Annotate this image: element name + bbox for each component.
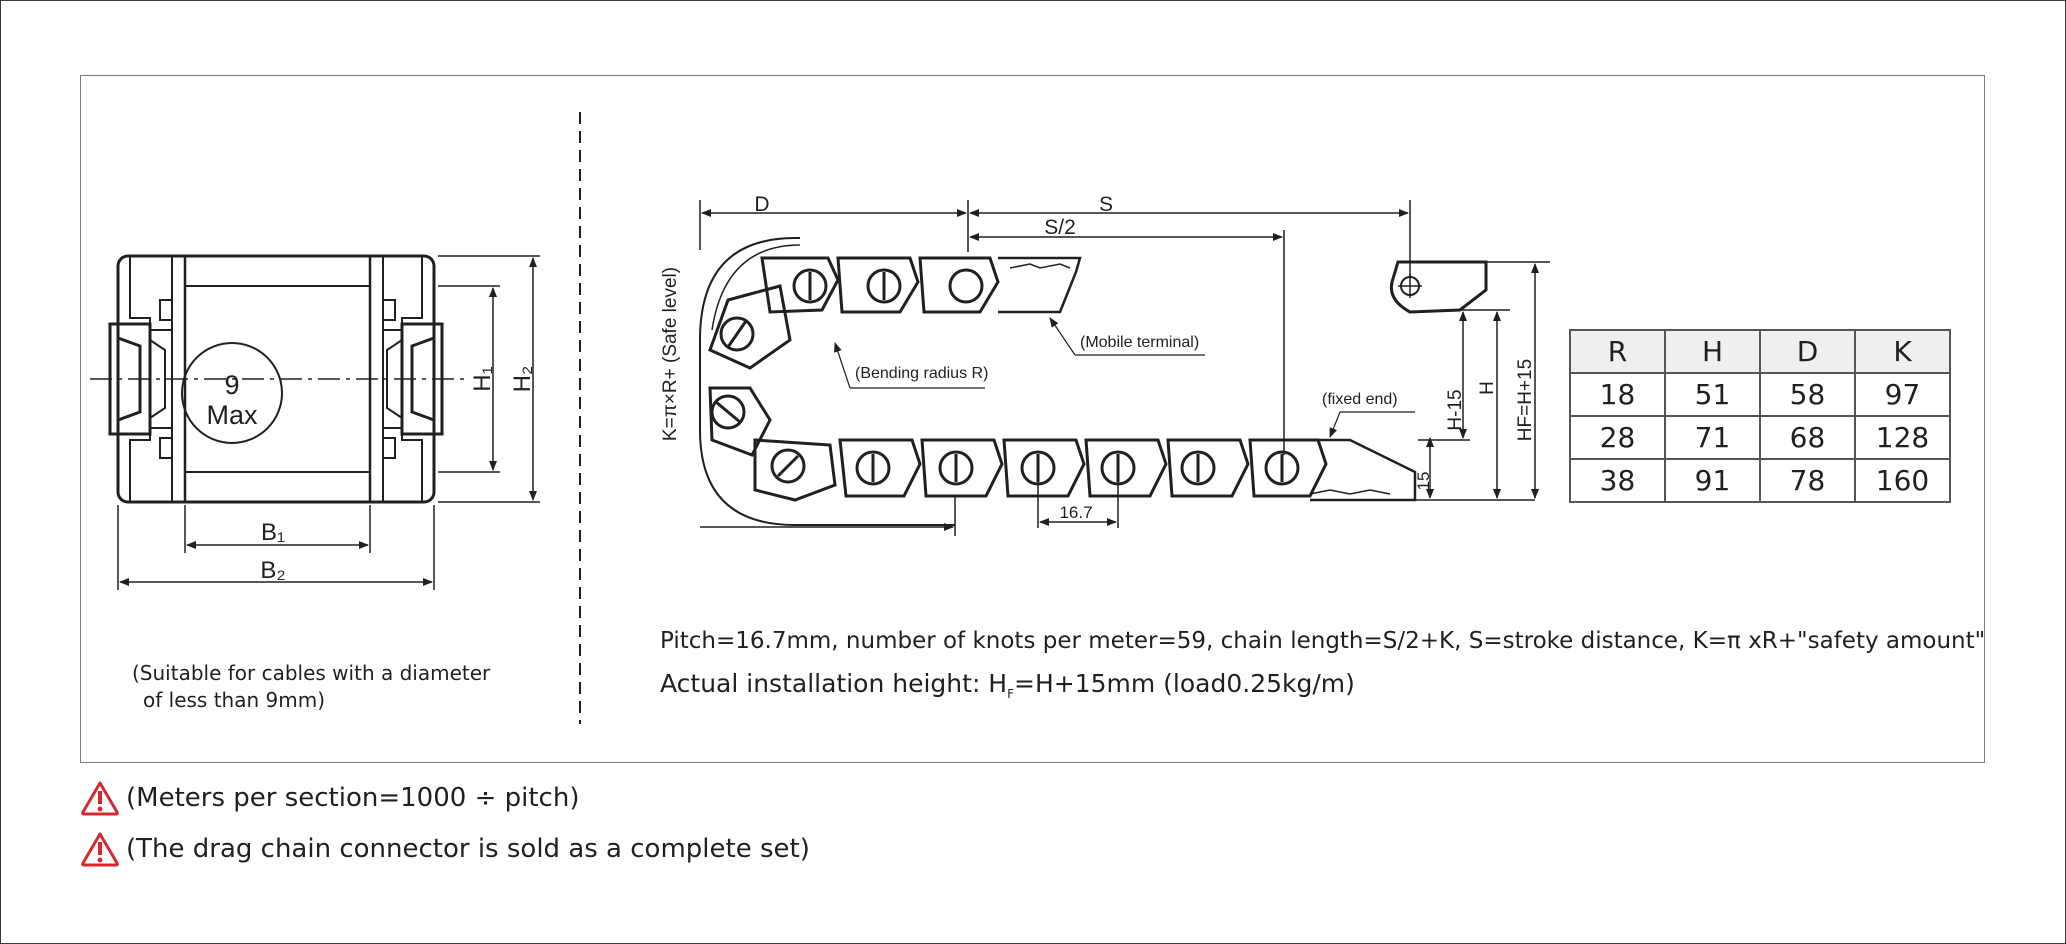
table-row — [1570, 416, 1950, 459]
mount-bracket — [1391, 262, 1486, 312]
dim-label-s: S — [1098, 193, 1114, 216]
dim-label-pitch: 16.7 — [1059, 503, 1093, 522]
dim-label-h1: H₁ — [469, 366, 496, 392]
note-meters-per-section — [80, 780, 579, 816]
table-header-row — [1570, 330, 1950, 373]
table-header-cell: R — [1570, 330, 1665, 373]
dim-label-s2: S/2 — [1044, 216, 1076, 239]
table-header-cell: H — [1665, 330, 1760, 373]
mobile-terminal — [998, 258, 1080, 312]
note-text: (Meters per section=1000 ÷ pitch) — [126, 783, 580, 813]
install-height-suffix: =H+15mm (load0.25kg/m) — [1014, 669, 1355, 698]
table-cell: 51 — [1665, 373, 1760, 416]
table-row — [1570, 373, 1950, 416]
spec-table — [1569, 329, 1951, 503]
dim-label-d: D — [754, 193, 770, 216]
table-cell: 58 — [1760, 373, 1855, 416]
dim-label-k: K=π×R+ (Safe level) — [660, 266, 681, 442]
table-cell: 97 — [1855, 373, 1950, 416]
table-cell: 71 — [1665, 416, 1760, 459]
upper-run-links — [762, 258, 998, 312]
dim-label-h2: H₂ — [509, 365, 536, 393]
table-row — [1570, 459, 1950, 502]
dim-label-15: 15 — [1414, 471, 1433, 491]
install-height-text — [660, 669, 1355, 701]
cable-caption-line1: (Suitable for cables with a diameter — [132, 661, 491, 685]
warning-triangle-icon — [80, 831, 120, 867]
pitch-description: Pitch=16.7mm, number of knots per meter=59, chain length=S/2+K, S=stroke distance, K=π xR+"safety amount" — [660, 628, 1986, 654]
install-height-sub: F — [1007, 687, 1015, 701]
center-label-max: Max — [206, 400, 258, 430]
table-header-cell: D — [1760, 330, 1855, 373]
dim-label-h: H — [1477, 381, 1498, 395]
table-cell: 160 — [1855, 459, 1950, 502]
table-header-cell: K — [1855, 330, 1950, 373]
note-text: (The drag chain connector is sold as a complete set) — [126, 834, 810, 864]
table-cell: 128 — [1855, 416, 1950, 459]
label-mobile-terminal: (Mobile terminal) — [1080, 334, 1200, 351]
dim-label-b2: B₂ — [260, 557, 286, 584]
dim-label-h15: H-15 — [1445, 389, 1466, 431]
note-connector-set — [80, 831, 810, 867]
dim-label-hf: HF=H+15 — [1515, 358, 1536, 442]
install-height-prefix: Actual installation height: H — [660, 669, 1008, 698]
center-label-9: 9 — [224, 370, 240, 400]
table-cell: 91 — [1665, 459, 1760, 502]
warning-triangle-icon — [80, 780, 120, 816]
table-cell: 28 — [1570, 416, 1665, 459]
cable-caption-line2: of less than 9mm) — [143, 688, 325, 712]
table-cell: 18 — [1570, 373, 1665, 416]
table-cell: 68 — [1760, 416, 1855, 459]
cross-section-view — [90, 256, 540, 590]
label-fixed-end: (fixed end) — [1322, 391, 1398, 408]
label-bending-radius: (Bending radius R) — [855, 365, 989, 382]
table-cell: 78 — [1760, 459, 1855, 502]
lower-run-links — [772, 440, 1326, 496]
dim-label-b1: B₁ — [260, 519, 286, 546]
table-cell: 38 — [1570, 459, 1665, 502]
